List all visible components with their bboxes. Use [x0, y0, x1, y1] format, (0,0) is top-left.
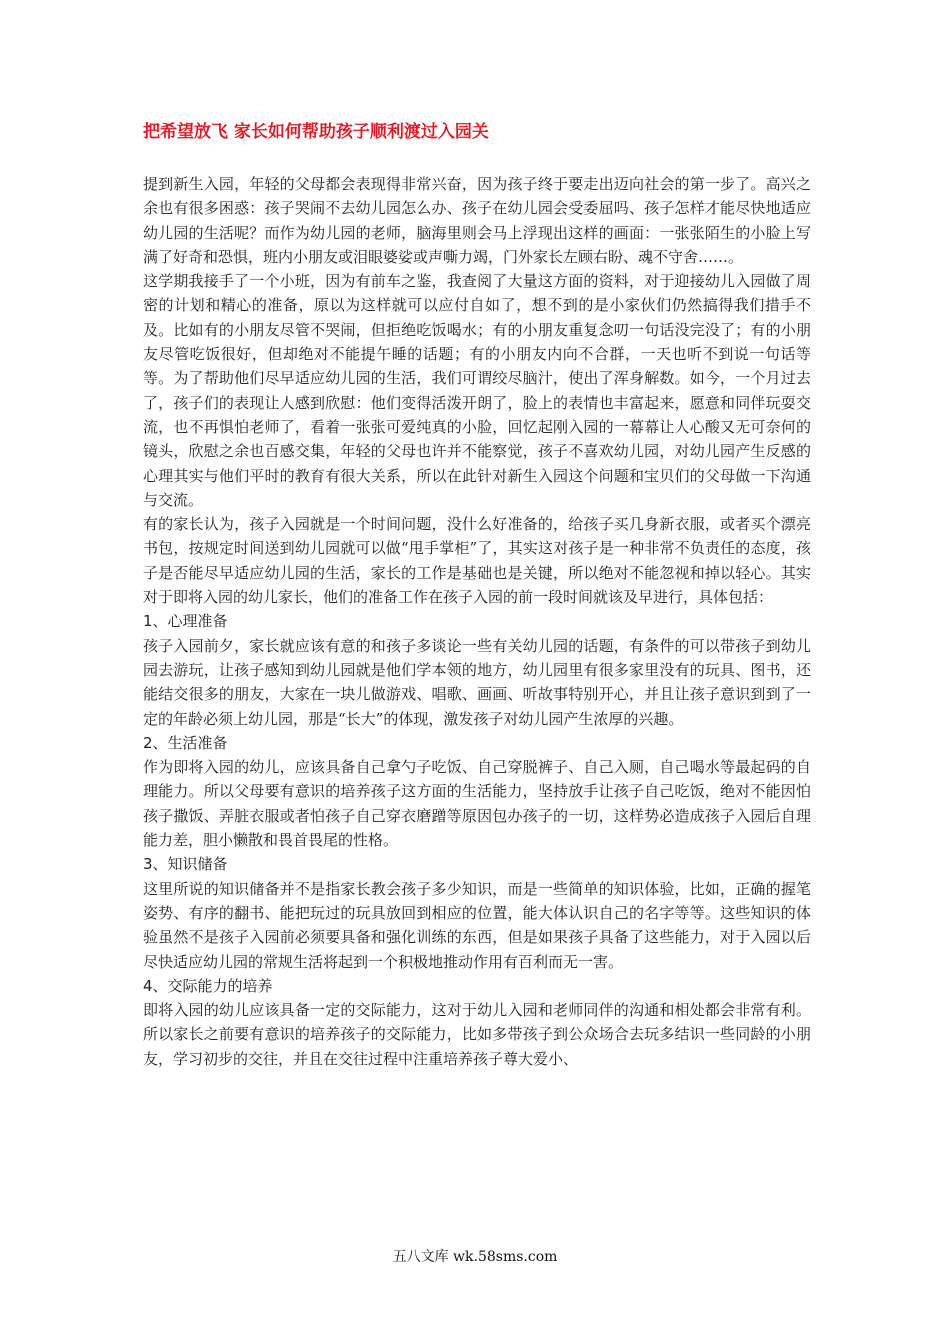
- paragraph-daily-life: 作为即将入园的幼儿，应该具备自己拿勺子吃饭、自己穿脱裤子、自己入厕，自己喝水等最起码的自理能力。所以父母要有意识的培养孩子这方面的生活能力，坚持放手让孩子自己吃饭，绝对不能因怕孩子撒饭、弄脏衣服或者怕孩子自己穿衣磨蹭等原因包办孩子的一切，这样势必造成孩子入园后自理能力差，胆小懒散和畏首畏尾的性格。: [143, 758, 811, 850]
- paragraph-psychological: 孩子入园前夕，家长就应该有意的和孩子多谈论一些有关幼儿园的话题，有条件的可以带孩子到幼儿园去游玩，让孩子感知到幼儿园就是他们学本领的地方，幼儿园里有很多家里没有的玩具、图书，还能结交很多的朋友，大家在一块儿做游戏、唱歌、画画、听故事特别开心，并且让孩子意识到到了一定的年龄必须上幼儿园，那是“长大”的体现，激发孩子对幼儿园产生浓厚的兴趣。: [143, 636, 811, 728]
- paragraph-parents-view: 有的家长认为，孩子入园就是一个时间问题，没什么好准备的，给孩子买几身新衣服，或者买个漂亮书包，按规定时间送到幼儿园就可以做“甩手掌柜”了，其实这对孩子是一种非常不负责任的态度，孩子是否能尽早适应幼儿园的生活，家长的工作是基础也是关键，所以绝对不能忽视和掉以轻心。其实对于即将入园的幼儿家长，他们的准备工作在孩子入园的前一段时间就该及早进行，具体包括：: [143, 515, 811, 607]
- document-page: [143, 120, 811, 1071]
- section-heading-knowledge: 3、知识储备: [143, 855, 228, 874]
- document-body: [143, 172, 811, 1071]
- paragraph-knowledge: 这里所说的知识储备并不是指家长教会孩子多少知识，而是一些简单的知识体验，比如，正确的握笔姿势、有序的翻书、能把玩过的玩具放回到相应的位置，能大体认识自己的名字等等。这些知识的体验虽然不是孩子入园前必须要具备和强化训练的东西，但是如果孩子具备了这些能力，对于入园以后尽快适应幼儿园的常规生活将起到一个积极地推动作用有百利而无一害。: [143, 879, 811, 971]
- document-title: 把希望放飞 家长如何帮助孩子顺利渡过入园关: [143, 122, 489, 142]
- section-heading-psychological: 1、心理准备: [143, 612, 228, 631]
- section-heading-daily-life: 2、生活准备: [143, 733, 228, 752]
- paragraph-social: 即将入园的幼儿应该具备一定的交际能力，这对于幼儿入园和老师同伴的沟通和相处都会非常有利。所以家长之前要有意识的培养孩子的交际能力，比如多带孩子到公众场合去玩多结识一些同龄的小朋友，学习初步的交往，并且在交往过程中注重培养孩子尊大爱小、: [143, 1001, 811, 1068]
- section-heading-social: 4、交际能力的培养: [143, 976, 273, 995]
- paragraph-intro: 提到新生入园，年轻的父母都会表现得非常兴奋，因为孩子终于要走出迈向社会的第一步了。高兴之余也有很多困惑：孩子哭闹不去幼儿园怎么办、孩子在幼儿园会受委屈吗、孩子怎样才能尽快地适应幼儿园的生活呢？而作为幼儿园的老师，脑海里则会马上浮现出这样的画面：一张张陌生的小脸上写满了好奇和恐惧，班内小朋友或泪眼婆娑或声嘶力竭，门外家长左顾右盼、魂不守舍……。: [143, 175, 811, 266]
- paragraph-experience: 这学期我接手了一个小班，因为有前车之鉴，我查阅了大量这方面的资料，对于迎接幼儿入园做了周密的计划和精心的准备，原以为这样就可以应付自如了，想不到的是小家伙们仍然搞得我们措手不及。比如有的小朋友尽管不哭闹，但拒绝吃饭喝水；有的小朋友重复念叨一句话没完没了；有的小朋友尽管吃饭很好，但却绝对不能提午睡的话题；有的小朋友内向不合群，一天也听不到说一句话等等。为了帮助他们尽早适应幼儿园的生活，我们可谓绞尽脑汁，使出了浑身解数。如今，一个月过去了，孩子们的表现让人感到欣慰：他们变得活泼开朗了，脸上的表情也丰富起来，愿意和同伴玩耍交流，也不再惧怕老师了，看着一张张可爱纯真的小脸，回忆起刚入园的一幕幕让人心酸又无可奈何的镜头，欣慰之余也百感交集，年轻的父母也许并不能察觉，孩子不喜欢幼儿园，对幼儿园产生反感的心理其实与他们平时的教育有很大关系，所以在此针对新生入园这个问题和宝贝们的父母做一下沟通与交流。: [143, 272, 811, 509]
- page-footer-watermark: 五八文库 wk.58sms.com: [392, 1249, 558, 1265]
